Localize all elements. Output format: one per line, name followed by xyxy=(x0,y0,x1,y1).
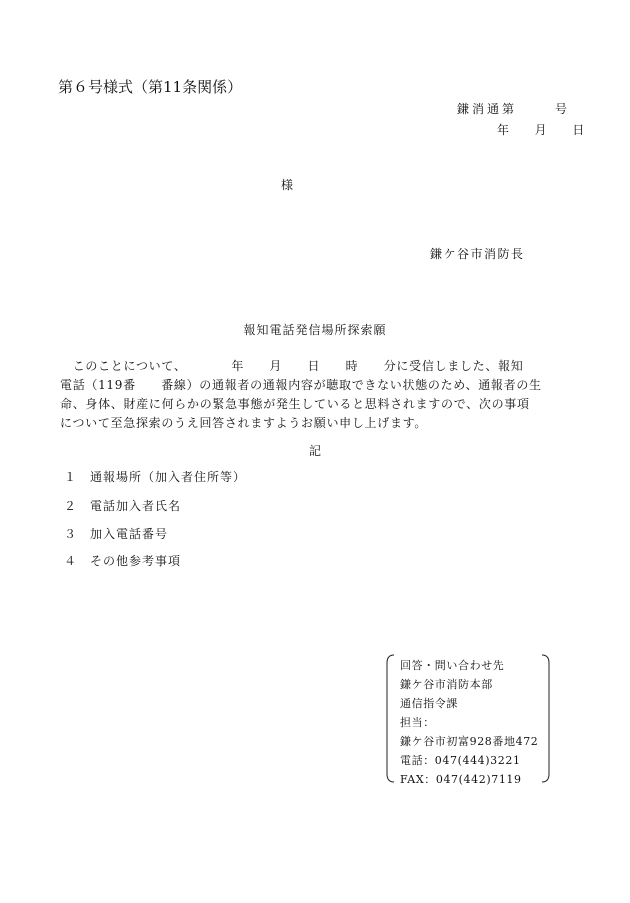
date-month: 月 xyxy=(534,123,547,137)
body-paragraph xyxy=(60,357,560,433)
body-line: について至急探索のうえ回答されますようお願い申し上げます。 xyxy=(60,416,428,430)
contact-person: 担当： xyxy=(400,716,435,729)
item-label: その他参考事項 xyxy=(90,554,182,568)
contact-section: 通信指令課 xyxy=(400,697,458,710)
item-label: 加入電話番号 xyxy=(90,527,169,541)
form-number-title: 第６号様式（第11条関係） xyxy=(58,78,243,96)
ki-heading: 記 xyxy=(308,444,321,458)
item-label: 電話加入者氏名 xyxy=(90,499,182,513)
sender-name: 鎌ケ谷市消防長 xyxy=(430,247,525,261)
contact-lines xyxy=(400,656,538,789)
body-line: 電話（119番 番線）の通報者の通報内容が聴取できない状態のため、通報者の生 xyxy=(60,378,542,392)
contact-org: 鎌ケ谷市消防本部 xyxy=(400,678,493,691)
date-year: 年 xyxy=(497,123,510,137)
contact-info-box xyxy=(384,653,552,784)
issue-date xyxy=(497,121,584,138)
item-number: ３ xyxy=(64,527,78,541)
item-number: ２ xyxy=(64,499,78,513)
list-item xyxy=(64,468,246,485)
contact-address: 鎌ケ谷市初富928番地472 xyxy=(400,735,539,748)
body-line: このことについて、 年 月 日 時 分に受信しました、報知 xyxy=(60,359,524,373)
document-title: 報知電話発信場所探索願 xyxy=(243,323,387,337)
contact-heading: 回答・問い合わせ先 xyxy=(400,659,505,672)
contact-tel: 電話：047(444)3221 xyxy=(400,754,521,767)
date-day: 日 xyxy=(572,123,585,137)
list-item xyxy=(64,497,181,514)
reference-number-prefix: 鎌消通第 xyxy=(457,102,518,116)
contact-fax: FAX：047(442)7119 xyxy=(400,773,522,786)
body-line: 命、身体、財産に何らかの緊急事態が発生していると思料されますので、次の事項 xyxy=(60,397,530,411)
list-item xyxy=(64,552,181,569)
item-number: １ xyxy=(64,470,78,484)
recipient-honorific: 様 xyxy=(281,178,294,192)
item-label: 通報場所（加入者住所等） xyxy=(90,470,247,484)
reference-number-suffix: 号 xyxy=(555,102,568,116)
list-item xyxy=(64,525,168,542)
item-number: ４ xyxy=(64,554,78,568)
